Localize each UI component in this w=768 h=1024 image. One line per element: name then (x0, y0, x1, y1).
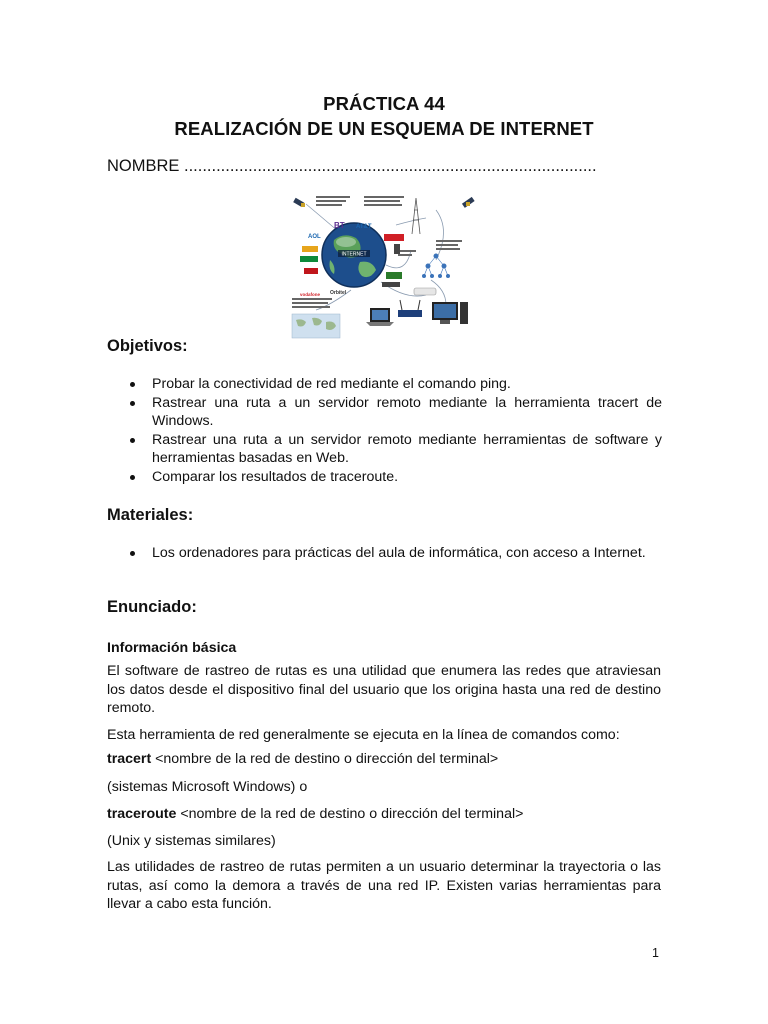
command-tracert (107, 750, 661, 769)
list-item: Rastrear una ruta a un servidor remoto mediante la herramienta tracert de Windows. (128, 394, 662, 431)
command-traceroute (107, 805, 661, 824)
section-heading-objetivos: Objetivos: (107, 337, 188, 355)
section-heading-enunciado: Enunciado: (107, 598, 197, 616)
vodafone-logo: vodafone (300, 292, 321, 297)
map-icon (292, 314, 340, 338)
practice-title: PRÁCTICA 44 (323, 93, 445, 114)
subheading-informacion-basica: Información básica (107, 640, 237, 656)
page-number: 1 (652, 946, 659, 960)
section-heading-materiales: Materiales: (107, 506, 194, 524)
materiales-list (128, 544, 662, 563)
orbitel-logo: Orbitel (330, 290, 347, 296)
list-item: Probar la conectividad de red mediante el comando ping. (128, 375, 662, 394)
modem-icon (414, 288, 436, 295)
internet-diagram-figure (286, 190, 482, 340)
command-keyword: traceroute (107, 806, 177, 822)
command-args: <nombre de la red de destino o dirección del terminal> (176, 806, 524, 822)
aol-logo: AOL (308, 234, 321, 240)
att-logo: AT&T (356, 224, 372, 230)
paragraph-utilities: Las utilidades de rastreo de rutas permiten a un usuario determinar la trayectoria o las rutas, así como la demora a través de una red IP. Existen varias herramientas para llevar a cabo esta función. (107, 859, 661, 912)
list-item: Rastrear una ruta a un servidor remoto mediante herramientas de software y herramientas basadas en Web. (128, 431, 662, 468)
objetivos-list (128, 375, 662, 486)
globe-icon (322, 223, 386, 287)
name-field-line: NOMBRE .......................................................................................... (107, 157, 597, 175)
bt-logo: BT (334, 221, 345, 230)
svg-text:INTERNET: INTERNET (341, 251, 367, 258)
command-args: <nombre de la red de destino o dirección del terminal> (151, 751, 499, 767)
list-item: Comparar los resultados de traceroute. (128, 468, 662, 487)
practice-subtitle: REALIZACIÓN DE UN ESQUEMA DE INTERNET (174, 118, 594, 139)
laptop-icon (366, 308, 394, 326)
note-windows: (sistemas Microsoft Windows) o (107, 779, 308, 795)
paragraph-intro: El software de rastreo de rutas es una utilidad que enumera las redes que atraviesan los datos desde el dispositivo final del usuario que los origina hasta una red de destino remoto. (107, 663, 661, 716)
note-unix: (Unix y sistemas similares) (107, 833, 276, 849)
command-keyword: tracert (107, 751, 152, 767)
list-item: Los ordenadores para prácticas del aula de informática, con acceso a Internet. (128, 544, 662, 563)
paragraph-usage: Esta herramienta de red generalmente se ejecuta en la línea de comandos como: (107, 727, 620, 743)
